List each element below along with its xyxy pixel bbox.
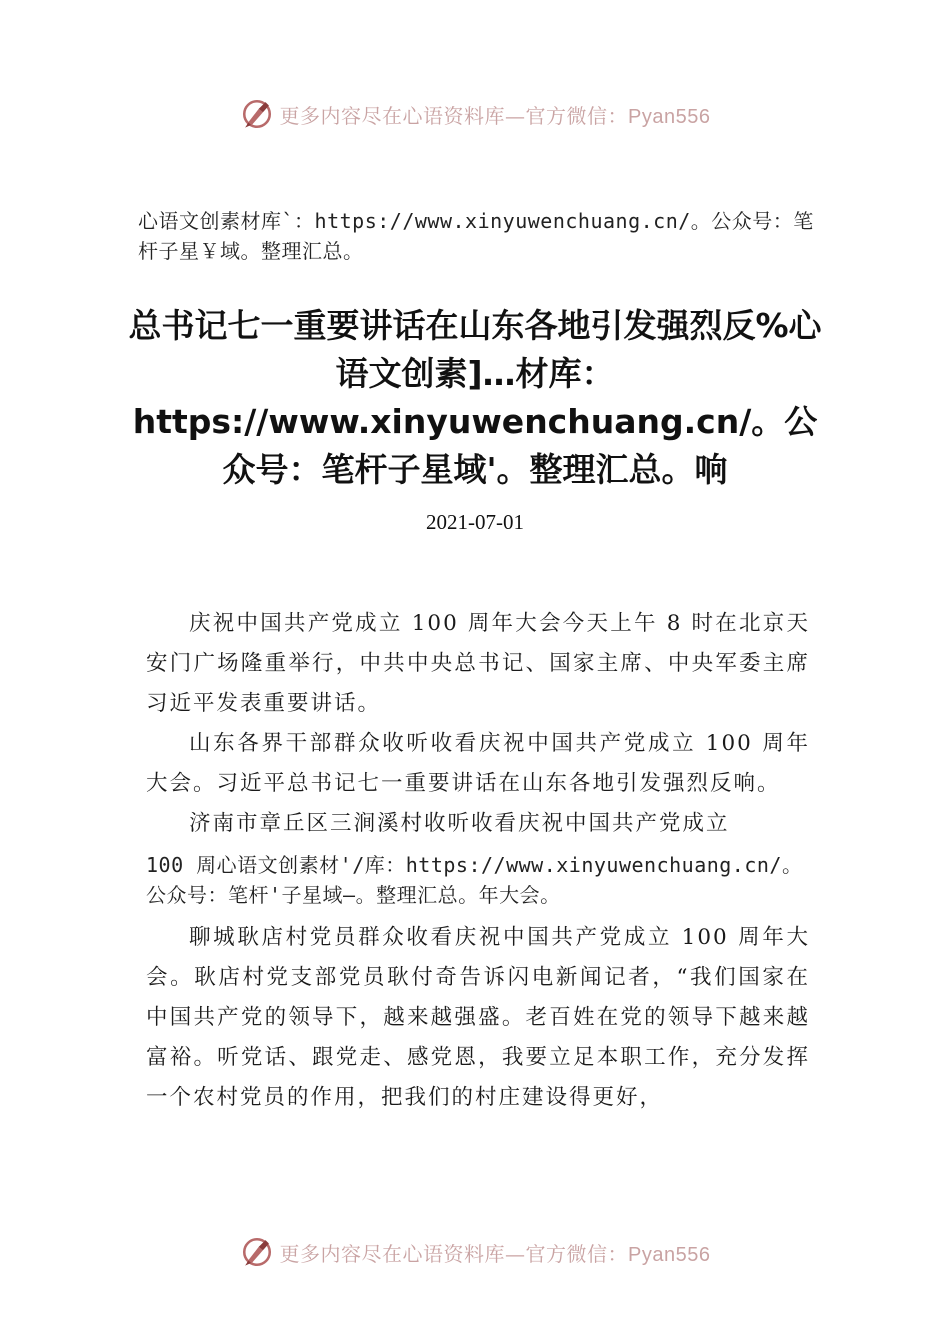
pen-logo-icon xyxy=(240,97,274,131)
header-note: 心语文创素材库`：https://www.xinyuwenchuang.cn/。公众号：笔杆子星￥域。整理汇总。 xyxy=(138,209,814,263)
wechat-id: Pyan556 xyxy=(628,105,711,128)
watermark-banner-top xyxy=(0,94,950,134)
wechat-id: Pyan556 xyxy=(628,1243,711,1266)
watermark-text: 更多内容尽在心语资料库—官方微信：Pyan556 xyxy=(279,103,711,128)
article-date: 2021-07-01 xyxy=(426,510,524,534)
paragraph-3-note: 100 周心语文创素材'/库：https://www.xinyuwenchuang.cn/。公众号：笔杆'子星域—。整理汇总。年大会。 xyxy=(146,853,803,907)
paragraph-3: 济南市章丘区三涧溪村收听收看庆祝中国共产党成立 xyxy=(189,811,730,836)
article-title: 总书记七一重要讲话在山东各地引发强烈反%心语文创素]…材库：https://www.xinyuwenchuang.cn/。公众号：笔杆子星域'。整理汇总。响 xyxy=(128,306,822,489)
watermark-text: 更多内容尽在心语资料库—官方微信：Pyan556 xyxy=(279,1241,711,1266)
paragraph-4: 聊城耿店村党员群众收看庆祝中国共产党成立 100 周年大会。耿店村党支部党员耿付奇告诉闪电新闻记者，“我们国家在中国共产党的领导下，越来越强盛。老百姓在党的领导下越来越富裕。听党话、跟党走、感党恩，我要立足本职工作，充分发挥一个农村党员的作用，把我们的村庄建设得更好， xyxy=(146,925,810,1110)
paragraph-2: 山东各界干部群众收听收看庆祝中国共产党成立 100 周年大会。习近平总书记七一重要讲话在山东各地引发强烈反响。 xyxy=(146,731,810,796)
article-body xyxy=(146,604,810,1118)
watermark-banner-bottom xyxy=(0,1232,950,1272)
pen-logo-icon xyxy=(240,1235,274,1269)
paragraph-1: 庆祝中国共产党成立 100 周年大会今天上午 8 时在北京天安门广场隆重举行，中共中央总书记、国家主席、中央军委主席习近平发表重要讲话。 xyxy=(146,611,810,716)
